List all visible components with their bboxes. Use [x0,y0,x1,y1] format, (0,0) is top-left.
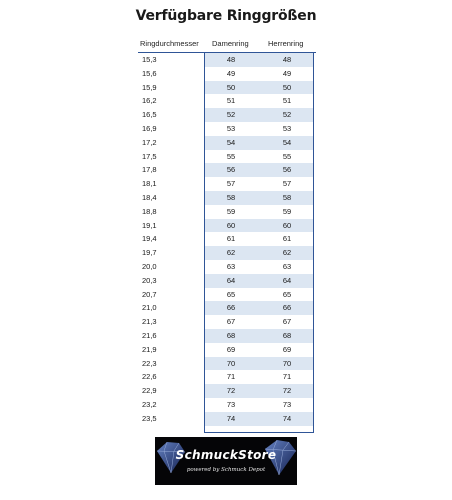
men-size-cell: 53 [282,123,292,133]
women-size-cell: 62 [226,248,236,258]
women-size-cell: 70 [226,358,236,368]
men-size-cell: 59 [282,206,292,216]
women-size-cell: 54 [226,137,236,147]
ring-diameter-cell: 19,4 [142,234,157,244]
ring-diameter-cell: 18,4 [142,192,157,202]
men-size-cell: 73 [282,399,292,409]
ring-diameter-cell: 20,3 [142,275,157,285]
men-size-cell: 60 [282,220,292,230]
men-size-cell: 71 [282,372,292,382]
men-size-cell: 66 [282,303,292,313]
women-size-cell: 58 [226,192,236,202]
ring-diameter-cell: 22,3 [142,358,157,368]
column-header-women: Damenring [212,39,249,48]
men-size-cell: 61 [282,234,292,244]
men-size-cell: 74 [282,413,292,423]
men-size-cell: 67 [282,317,292,327]
women-size-cell: 71 [226,372,236,382]
ring-diameter-cell: 16,5 [142,110,157,120]
men-size-cell: 50 [282,82,292,92]
women-size-cell: 63 [226,261,236,271]
ring-diameter-cell: 16,2 [142,96,157,106]
ring-diameter-cell: 21,3 [142,317,157,327]
men-size-cell: 69 [282,344,292,354]
men-size-cell: 58 [282,192,292,202]
logo-name: SchmuckStore [175,448,277,462]
women-size-cell: 49 [226,68,236,78]
ring-diameter-cell: 21,9 [142,344,157,354]
ring-diameter-cell: 23,2 [142,399,157,409]
ring-diameter-cell: 15,3 [142,55,157,64]
ring-diameter-cell: 22,9 [142,386,157,396]
column-header-men: Herrenring [268,39,304,48]
ring-diameter-cell: 17,2 [142,137,157,147]
ring-diameter-cell: 16,9 [142,123,157,133]
women-size-cell: 59 [226,206,236,216]
ring-diameter-cell: 18,1 [142,179,157,189]
logo-tagline: powered by Schmuck Depot [186,467,266,473]
men-size-cell: 56 [282,165,292,175]
women-size-cell: 66 [226,303,236,313]
ring-diameter-cell: 15,9 [142,82,157,92]
men-size-cell: 62 [282,248,292,258]
women-size-cell: 73 [226,399,236,409]
women-size-cell: 50 [226,82,236,92]
women-size-cell: 57 [226,179,236,189]
women-size-cell: 60 [226,220,236,230]
women-size-cell: 64 [226,275,236,285]
men-size-cell: 63 [282,261,292,271]
women-size-cell: 69 [226,344,236,354]
ring-diameter-cell: 17,8 [142,165,157,175]
size-columns-border [204,53,314,433]
women-size-cell: 74 [226,413,236,423]
women-size-cell: 52 [226,110,236,120]
women-size-cell: 48 [226,55,236,64]
men-size-cell: 48 [282,55,292,64]
ring-diameter-cell: 21,0 [142,303,157,313]
ring-diameter-cell: 20,7 [142,289,157,299]
ring-diameter-cell: 22,6 [142,372,157,382]
ring-diameter-cell: 15,6 [142,68,157,78]
men-size-cell: 65 [282,289,292,299]
women-size-cell: 53 [226,123,236,133]
ring-diameter-cell: 19,1 [142,220,157,230]
women-size-cell: 61 [226,234,236,244]
women-size-cell: 65 [226,289,236,299]
men-size-cell: 70 [282,358,292,368]
men-size-cell: 68 [282,330,292,340]
men-size-cell: 49 [282,68,292,78]
women-size-cell: 72 [226,386,236,396]
column-header-ring-diameter: Ringdurchmesser [140,39,199,48]
women-size-cell: 68 [226,330,236,340]
men-size-cell: 52 [282,110,292,120]
men-size-cell: 57 [282,179,292,189]
men-size-cell: 72 [282,386,292,396]
women-size-cell: 55 [226,151,236,161]
schmuckstore-logo [155,437,297,485]
ring-diameter-cell: 17,5 [142,151,157,161]
page-title: Verfügbare Ringgrößen [135,8,317,24]
women-size-cell: 56 [226,165,236,175]
ring-diameter-cell: 20,0 [142,261,157,271]
men-size-cell: 64 [282,275,292,285]
ring-diameter-cell: 21,6 [142,330,157,340]
men-size-cell: 55 [282,151,292,161]
ring-diameter-cell: 19,7 [142,248,157,258]
ring-diameter-cell: 23,5 [142,413,157,423]
men-size-cell: 54 [282,137,292,147]
table-header [0,39,452,51]
men-size-cell: 51 [282,96,292,106]
ring-diameter-cell: 18,8 [142,206,157,216]
women-size-cell: 51 [226,96,236,106]
women-size-cell: 67 [226,317,236,327]
